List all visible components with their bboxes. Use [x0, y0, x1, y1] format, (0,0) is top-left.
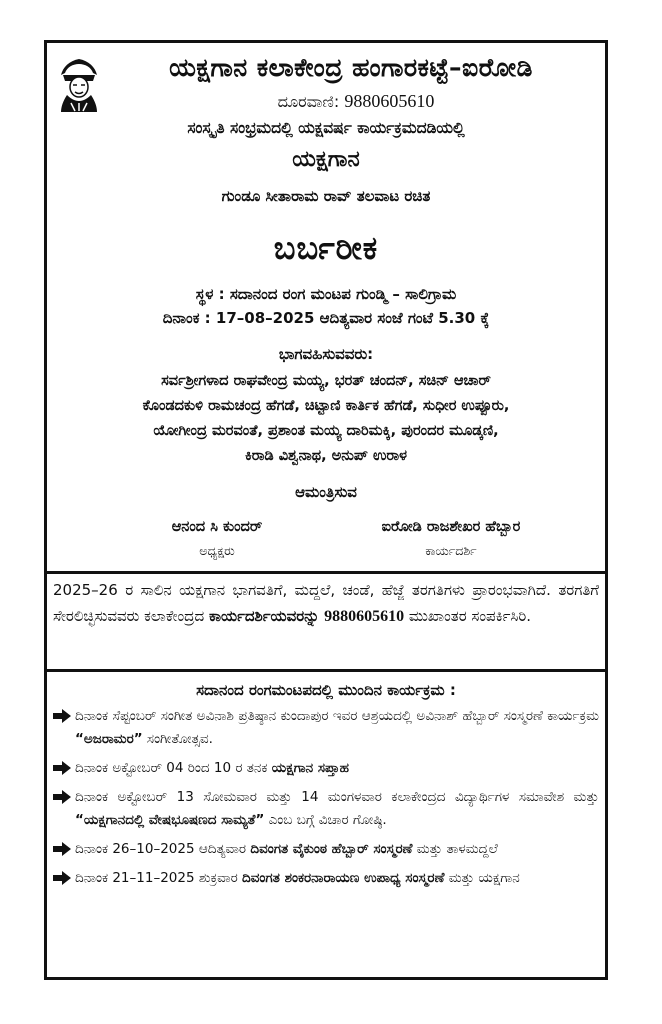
- list-item: [53, 705, 599, 751]
- divider: [47, 571, 605, 574]
- event-text-end: ಮತ್ತು ತಾಳಮದ್ದಲೆ: [412, 841, 498, 857]
- signatory-role: ಕಾರ್ಯದರ್ಶಿ: [425, 543, 477, 558]
- participants-line: ಸರ್ವಶ್ರೀಗಳಾದ ರಾಘವೇಂದ್ರ ಮಯ್ಯ, ಭರತ್ ಚಂದನ್, ಸಚಿನ್ ಆಚಾರ್: [161, 373, 491, 389]
- event-highlight: “ಅಜರಾಮರ”: [75, 731, 143, 747]
- organisation-title: ಯಕ್ಷಗಾನ ಕಲಾಕೇಂದ್ರ ಹಂಗಾರಕಟ್ಟೆ–ಐರೋಡಿ: [169, 53, 533, 82]
- arrow-right-icon: [53, 842, 71, 856]
- notice-phone-number: 9880605610: [324, 608, 405, 625]
- event-highlight: ದಿವಂಗತ ಶಂಕರನಾರಾಯಣ ಉಪಾಧ್ಯ ಸಂಸ್ಮರಣೆ: [242, 870, 445, 886]
- invitation-label: ಆಮಂತ್ರಿಸುವ: [295, 483, 357, 501]
- event-highlight: “ಯಕ್ಷಗಾನದಲ್ಲಿ ವೇಷಭೂಷಣದ ಸಾಮ್ಯತೆ”: [75, 812, 265, 828]
- event-text: ದಿನಾಂಕ 26–10–2025 ಆದಿತ್ಯವಾರ: [75, 841, 251, 857]
- event-text: ದಿನಾಂಕ 21–11–2025 ಶುಕ್ರವಾರ: [75, 870, 243, 886]
- notice-text-end: ಮುಖಾಂತರ ಸಂಪರ್ಕಿಸಿರಿ.: [404, 607, 532, 625]
- play-title: ಬರ್ಬರೀಕ: [273, 229, 379, 267]
- participants-line: ಯೋಗೀಂದ್ರ ಮರವಂತೆ, ಪ್ರಶಾಂತ ಮಯ್ಯ ದಾರಿಮಕ್ಕಿ, ಪುರಂದರ ಮೂಡ್ಕಣಿ,: [153, 423, 499, 439]
- arrow-right-icon: [53, 709, 71, 723]
- signatory-secretary: [331, 519, 571, 559]
- signatory-role: ಅಧ್ಯಕ್ಷರು: [199, 543, 235, 558]
- participants-line: ಕಿರಾಡಿ ವಿಶ್ವನಾಥ, ಅನುಪ್ ಉರಾಳ: [244, 448, 408, 464]
- event-text: ದಿನಾಂಕ ಅಕ್ಟೋಬರ್ 04 ರಿಂದ 10 ರ ತನಕ: [75, 760, 272, 776]
- participants-list: [47, 369, 605, 469]
- upcoming-programs-title: ಸದಾನಂದ ರಂಗಮಂಟಪದಲ್ಲಿ ಮುಂದಿನ ಕಾರ್ಯಕ್ರಮ :: [196, 681, 456, 699]
- event-text-end: ಸಂಗೀತೋತ್ಸವ.: [142, 731, 213, 747]
- arrow-right-icon: [53, 790, 71, 804]
- phone-label: ದೂರವಾಣಿ:: [277, 92, 340, 111]
- upcoming-events-list: [53, 705, 599, 896]
- event-text: ದಿನಾಂಕ ಅಕ್ಟೋಬರ್ 13 ಸೋಮವಾರ ಮತ್ತು 14 ಮಂಗಳವಾರ ಕಲಾಕೇಂದ್ರದ ವಿದ್ಯಾರ್ಥಿಗಳ ಸಮಾವೇಶ ಮತ್ತು: [75, 789, 599, 805]
- phone-line: [107, 91, 605, 112]
- notice-text: 2025–26 ರ ಸಾಲಿನ ಯಕ್ಷಗಾನ ಭಾಗವತಿಗೆ, ಮದ್ದಲೆ, ಚಂಡೆ, ಹೆಜ್ಜೆ ತರಗತಿಗಳು ಪ್ರಾರಂಭವಾಗಿದೆ. ತರಗತಿಗೆ ಸೇರಲಿಚ್ಛಿಸುವವರು ಕಲಾಕೇಂದ್ರದ: [53, 581, 599, 625]
- invitation-frame: [44, 40, 608, 980]
- venue-line: ಸ್ಥಳ : ಸದಾನಂದ ರಂಗ ಮಂಟಪ ಗುಂಡ್ಮಿ – ಸಾಲಿಗ್ರಾಮ: [195, 285, 457, 303]
- notice-bold-text: ಕಾರ್ಯದರ್ಶಿಯವರನ್ನು: [208, 607, 320, 625]
- date-line: ದಿನಾಂಕ : 17–08–2025 ಆದಿತ್ಯವಾರ ಸಂಜೆ ಗಂಟೆ 5.30 ಕ್ಕೆ: [162, 309, 490, 327]
- participants-label: ಭಾಗವಹಿಸುವವರು:: [278, 345, 374, 363]
- yakshagana-logo-icon: [55, 57, 103, 113]
- event-text: ದಿನಾಂಕ ಸೆಪ್ಟಂಬರ್ ಸಂಗೀತ ಅವಿನಾಶಿ ಪ್ರತಿಷ್ಠಾನ ಕುಂದಾಪುರ ಇವರ ಆಶ್ರಯದಲ್ಲಿ ಅವಿನಾಶ್ ಹೆಬ್ಬಾರ್ ಸಂಸ್ಮರಣೆ ಕಾರ್ಯಕ್ರಮ: [75, 708, 599, 724]
- event-highlight: ಯಕ್ಷಗಾನ ಸಪ್ತಾಹ: [271, 760, 349, 776]
- occasion-line: ಸಂಸ್ಕೃತಿ ಸಂಭ್ರಮದಲ್ಲಿ ಯಕ್ಷವರ್ಷ ಕಾರ್ಯಕ್ರಮದಡಿಯಲ್ಲಿ: [187, 119, 465, 137]
- event-text-end: ಎಂಬ ಬಗ್ಗೆ ವಿಚಾರ ಗೋಷ್ಠಿ.: [264, 812, 387, 828]
- classes-notice: [53, 577, 599, 630]
- arrow-right-icon: [53, 871, 71, 885]
- signatory-name: ಐರೋಡಿ ರಾಜಶೇಖರ ಹೆಬ್ಬಾರ: [381, 519, 521, 535]
- divider: [47, 669, 605, 672]
- arrow-right-icon: [53, 761, 71, 775]
- list-item: [53, 867, 599, 890]
- list-item: [53, 757, 599, 780]
- event-text-end: ಮತ್ತು ಯಕ್ಷಗಾನ: [444, 870, 520, 886]
- phone-number: 9880605610: [344, 91, 435, 111]
- list-item: [53, 838, 599, 861]
- list-item: [53, 786, 599, 832]
- signatory-name: ಆನಂದ ಸಿ ಕುಂದರ್: [171, 519, 263, 535]
- participants-line: ಕೊಂಡದಕುಳಿ ರಾಮಚಂದ್ರ ಹೆಗಡೆ, ಚಿಟ್ಟಾಣಿ ಕಾರ್ತಿಕ ಹೆಗಡೆ, ಸುಧೀರ ಉಪ್ಪೂರು,: [142, 398, 510, 414]
- invitation-header: [47, 43, 605, 563]
- author-line: ಗುಂಡೂ ಸೀತಾರಾಮ ರಾವ್ ತಲವಾಟ ರಚಿತ: [221, 187, 431, 205]
- art-form-heading: ಯಕ್ಷಗಾನ: [292, 147, 360, 172]
- event-highlight: ದಿವಂಗತ ವೈಕುಂಠ ಹೆಬ್ಬಾರ್ ಸಂಸ್ಮರಣೆ: [250, 841, 413, 857]
- signatory-president: [127, 519, 307, 559]
